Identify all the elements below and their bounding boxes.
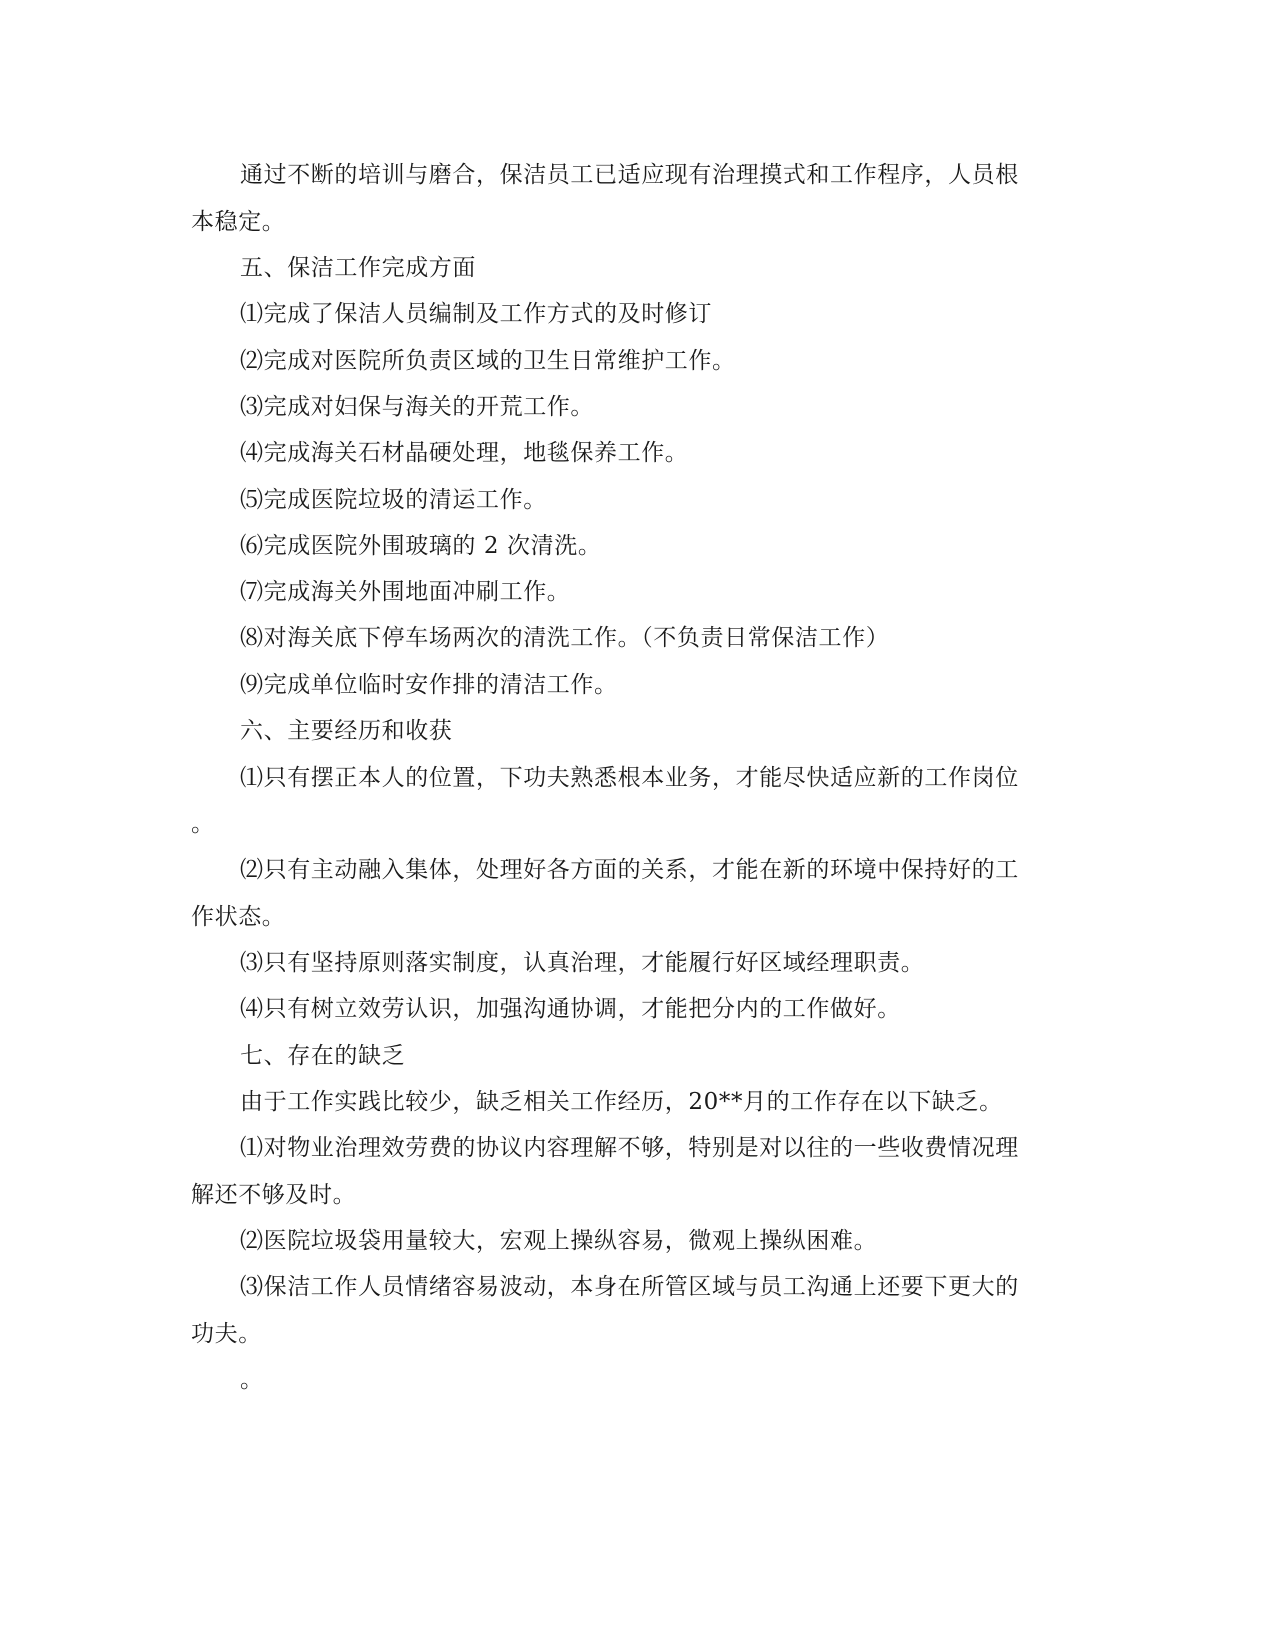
- list-item-continuation: 作状态。: [191, 904, 286, 930]
- list-item: ⑴完成了保洁人员编制及工作方式的及时修订: [240, 301, 712, 327]
- list-item: ⑻对海关底下停车场两次的清洗工作。（不负责日常保洁工作）: [240, 625, 890, 651]
- list-item: ⑺完成海关外围地面冲刷工作。: [240, 579, 571, 605]
- section-heading: 六、主要经历和收获: [240, 718, 453, 744]
- list-item: ⑶保洁工作人员情绪容易波动，本身在所管区域与员工沟通上还要下更大的: [240, 1274, 1019, 1300]
- paragraph-line: 通过不断的培训与磨合，保洁员工已适应现有治理摸式和工作程序，人员根: [240, 162, 1019, 188]
- list-item: ⑵医院垃圾袋用量较大，宏观上操纵容易，微观上操纵困难。: [240, 1228, 878, 1254]
- paragraph-line: 由于工作实践比较少，缺乏相关工作经历，20**月的工作存在以下缺乏。: [240, 1089, 1003, 1115]
- list-item: ⑶只有坚持原则落实制度，认真治理，才能履行好区域经理职责。: [240, 950, 925, 976]
- list-item: ⑼完成单位临时安作排的清洁工作。: [240, 672, 618, 698]
- list-item: ⑶完成对妇保与海关的开荒工作。: [240, 394, 594, 420]
- list-item: ⑴对物业治理效劳费的协议内容理解不够，特别是对以往的一些收费情况理: [240, 1135, 1019, 1161]
- list-item: ⑷完成海关石材晶硬处理，地毯保养工作。: [240, 440, 689, 466]
- list-item: ⑹完成医院外围玻璃的 2 次清洗。: [240, 533, 602, 559]
- section-heading: 七、存在的缺乏: [240, 1043, 406, 1069]
- list-item-continuation: 。: [191, 811, 215, 837]
- list-item: ⑵只有主动融入集体，处理好各方面的关系，才能在新的环境中保持好的工: [240, 857, 1019, 883]
- list-item: ⑵完成对医院所负责区域的卫生日常维护工作。: [240, 348, 736, 374]
- paragraph-line: 。: [240, 1367, 264, 1393]
- list-item: ⑷只有树立效劳认识，加强沟通协调，才能把分内的工作做好。: [240, 996, 901, 1022]
- paragraph-line: 本稳定。: [191, 209, 286, 235]
- list-item-continuation: 功夫。: [191, 1321, 262, 1347]
- list-item-continuation: 解还不够及时。: [191, 1182, 357, 1208]
- section-heading: 五、保洁工作完成方面: [240, 255, 476, 281]
- list-item: ⑸完成医院垃圾的清运工作。: [240, 487, 547, 513]
- list-item: ⑴只有摆正本人的位置，下功夫熟悉根本业务，才能尽快适应新的工作岗位: [240, 765, 1019, 791]
